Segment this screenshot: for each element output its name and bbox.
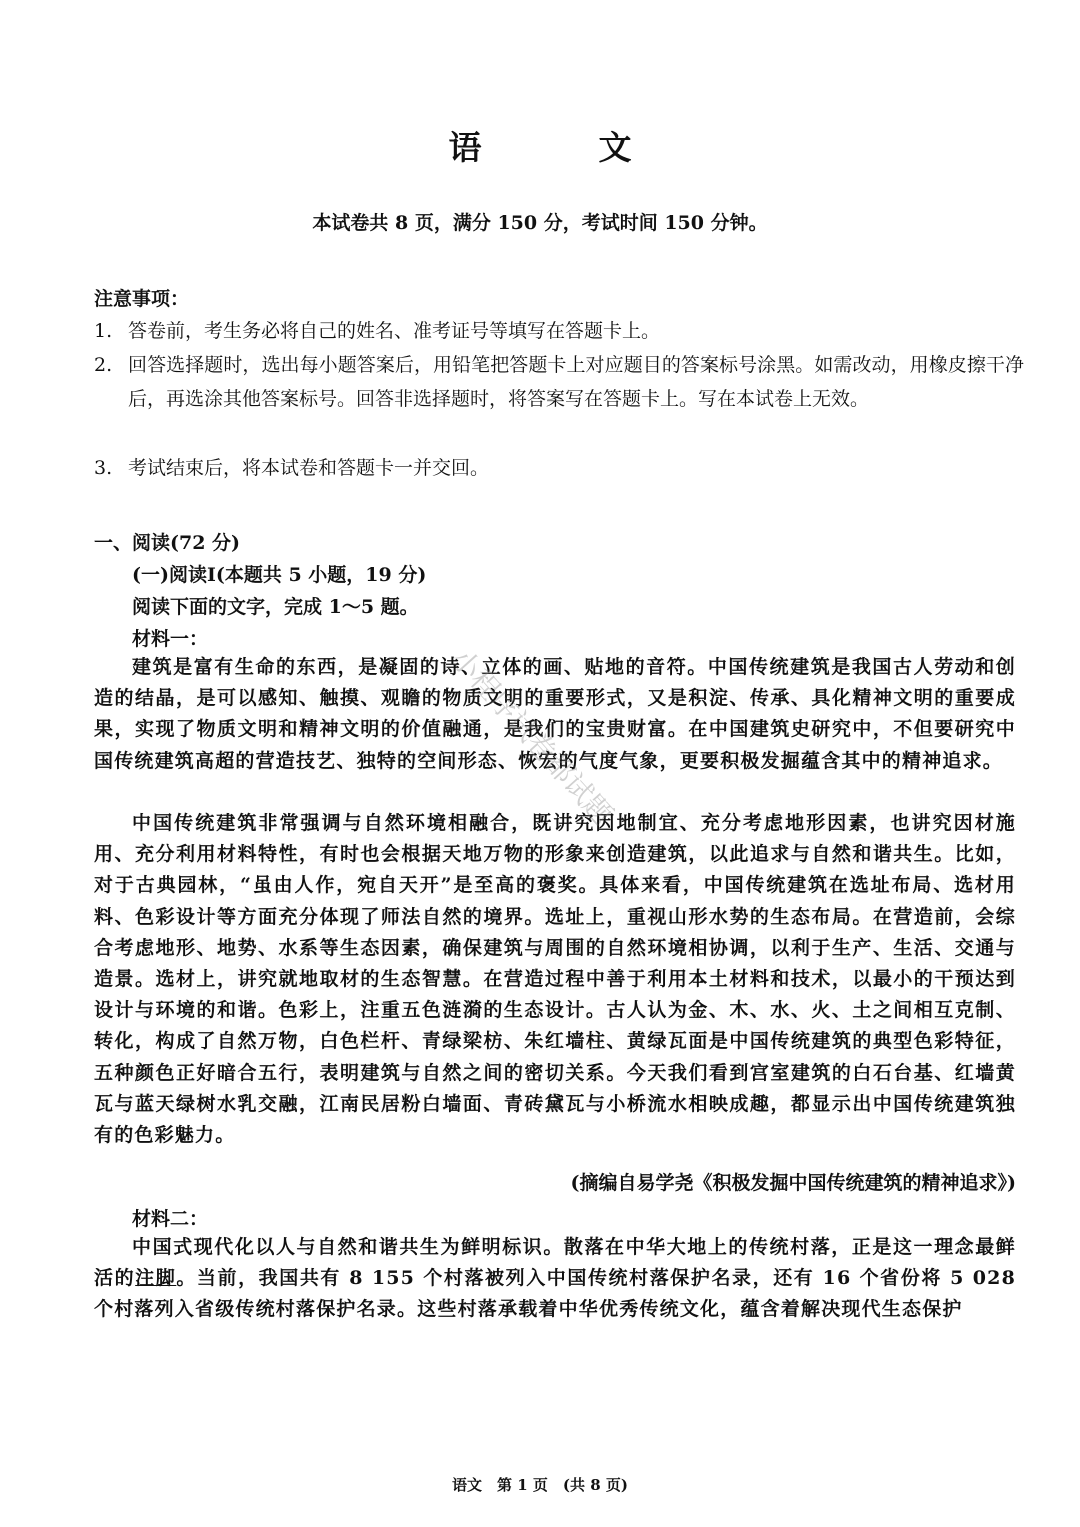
page-footer: 语文 第 1 页 (共 8 页) [452,1476,628,1494]
material-one-source: (摘编自易学尧《积极发掘中国传统建筑的精神追求》) [570,1172,1016,1194]
notes-heading: 注意事项： [94,288,190,310]
note-item [94,314,1024,348]
note-item [94,348,1024,416]
material-one-paragraph-1: 建筑是富有生命的东西，是凝固的诗、立体的画、贴地的音符。中国传统建筑是我国古人劳动和创造的结晶，是可以感知、触摸、观瞻的物质文明的重要形式，又是积淀、传承、具化精神文明的重要成果，实现了物质文明和精神文明的价值融通，是我们的宝贵财富。在中国建筑史研究中，不但要研究中国传统建筑高超的营造技艺、独特的空间形态、恢宏的气度气象，更要积极发掘蕴含其中的精神追求。 [94,656,1016,772]
reading-instruction: 阅读下面的文字，完成 1～5 题。 [132,596,419,618]
material-two-paragraph-1 [94,1232,1016,1326]
material-one-paragraph-2: 中国传统建筑非常强调与自然环境相融合，既讲究因地制宜、充分考虑地形因素，也讲究因材施用、充分利用材料特性，有时也会根据天地万物的形象来创造建筑，以此追求与自然和谐共生。比如，对于古典园林，“虽由人作，宛自天开”是至高的褒奖。具体来看，中国传统建筑在选址布局、选材用料、色彩设计等方面充分体现了师法自然的境界。选址上，重视山形水势的生态布局。在营造前，会综合考虑地形、地势、水系等生态因素，确保建筑与周围的自然环境相协调，以利于生产、生活、交通与造景。选材上，讲究就地取材的生态智慧。在营造过程中善于利用本土材料和技术，以最小的干预达到设计与环境的和谐。色彩上，注重五色涟漪的生态设计。古人认为金、木、水、火、土之间相互克制、转化，构成了自然万物，白色栏杆、青绿梁枋、朱红墙柱、黄绿瓦面是中国传统建筑的典型色彩特征，五种颜色正好暗合五行，表明建筑与自然之间的密切关系。今天我们看到宫室建筑的白石台基、红墙黄瓦与蓝天绿树水乳交融，江南民居粉白墙面、青砖黛瓦与小桥流水相映成趣，都显示出中国传统建筑独有的色彩魅力。 [94,812,1016,1147]
note-number: 1. [94,320,113,342]
note-text: 答卷前，考生务必将自己的姓名、准考证号等填写在答题卡上。 [128,320,661,342]
note-text: 回答选择题时，选出每小题答案后，用铅笔把答题卡上对应题目的答案标号涂黑。如需改动，用橡皮擦干净后，再选涂其他答案标号。回答非选择题时，将答案写在答题卡上。写在本试卷上无效。 [128,354,1024,410]
note-number: 2. [94,354,113,376]
note-item [94,451,1024,485]
section-subheading: (一)阅读Ⅰ(本题共 5 小题，19 分) [132,564,427,586]
exam-intro: 本试卷共 8 页，满分 150 分，考试时间 150 分钟。 [312,212,768,234]
page-title: 语 文 [448,128,674,167]
note-number: 3. [94,457,113,479]
material-one-label: 材料一： [132,628,209,650]
note-text: 考试结束后，将本试卷和答题卡一并交回。 [128,457,490,479]
material-two-label: 材料二： [132,1208,209,1230]
section-heading: 一、阅读(72 分) [94,532,241,554]
material-two-text: 。当前，我国共有 8 155 个村落被列入中国传统村落保护名录，还有 16 个省份将 5 028 个村落列入省级传统村落保护名录。这些村落承载着中华优秀传统文化，蕴含着解决现代生态保护 [94,1267,1016,1321]
underlined-term: 注脚 [135,1267,177,1290]
material-two-text: 中国式现代化以人与自然和谐共生为鲜明标识。散落在中华大地上的传统村落，正是这一理念最鲜活的 [94,1236,1016,1290]
watermark-text: 小程序试卷都试题 [444,642,620,832]
